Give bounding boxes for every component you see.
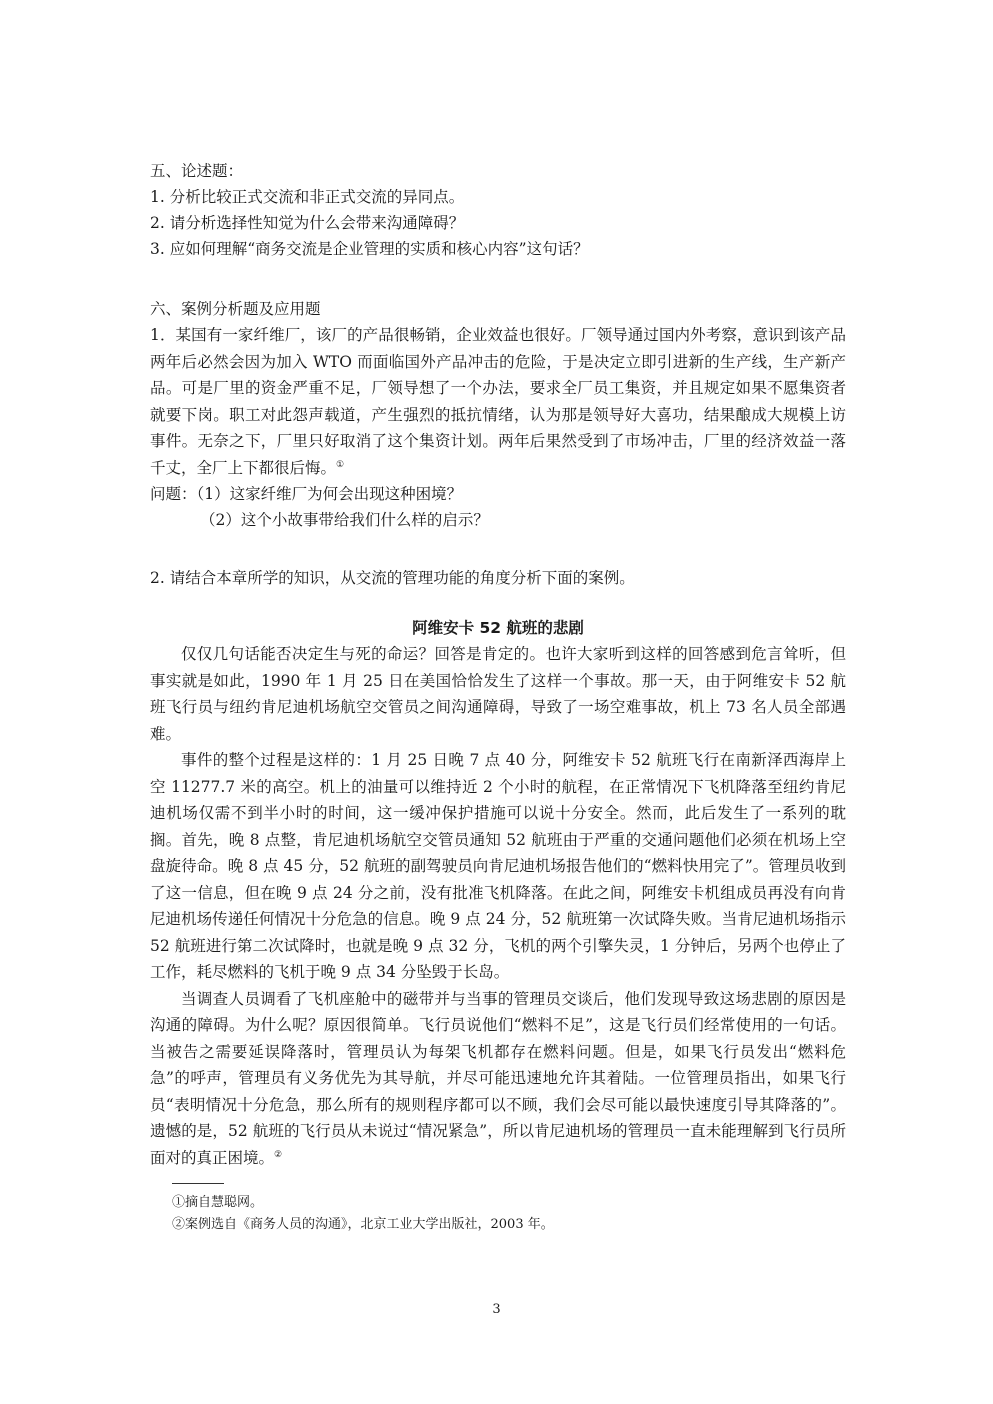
- section-title-case-analysis: 六、案例分析题及应用题: [150, 300, 321, 318]
- case1-question-1: 问题：（1）这家纤维厂为何会出现这种困境？: [150, 485, 463, 503]
- footnote-ref-1: ①: [336, 459, 345, 470]
- case1-paragraph: [150, 322, 846, 481]
- case2-intro: 2. 请结合本章所学的知识，从交流的管理功能的角度分析下面的案例。: [150, 569, 635, 587]
- discussion-question-1: 1. 分析比较正式交流和非正式交流的异同点。: [150, 188, 465, 206]
- discussion-question-2: 2. 请分析选择性知觉为什么会带来沟通障碍？: [150, 214, 465, 232]
- spacer: [150, 591, 846, 607]
- case1-question-2: （2）这个小故事带给我们什么样的启示？: [200, 511, 489, 529]
- spacer: [150, 262, 846, 296]
- section-title-discussion: 五、论述题：: [150, 162, 244, 180]
- spacer: [150, 533, 846, 565]
- discussion-question-3: 3. 应如何理解“商务交流是企业管理的实质和核心内容”这句话？: [150, 240, 589, 258]
- page-number: 3: [492, 1302, 501, 1317]
- case2-paragraph-1: 仅仅几句话能否决定生与死的命运？回答是肯定的。也许大家听到这样的回答感到危言耸听，但事实就是如此，1990 年 1 月 25 日在美国恰恰发生了这样一个事故。那一天，由于阿维安卡 52 航班飞行员与纽约肯尼迪机场航空交管员之间沟通障碍，导致了一场空难事故，机上 73 名人员全部遇难。: [150, 645, 846, 743]
- page-content: [150, 158, 846, 1236]
- footnote-2: ②案例选自《商务人员的沟通》，北京工业大学出版社，2003 年。: [172, 1217, 554, 1232]
- case1-text: 1．某国有一家纤维厂，该厂的产品很畅销，企业效益也很好。厂领导通过国内外考察，意识到该产品两年后必然会因为加入 WTO 而面临国外产品冲击的危险，于是决定立即引进新的生产线，生产新产品。可是厂里的资金严重不足，厂领导想了一个办法，要求全厂员工集资，并且规定如果不愿集资者就要下岗。职工对此怨声载道，产生强烈的抵抗情绪，认为那是领导好大喜功，结果酿成大规模上访事件。无奈之下，厂里只好取消了这个集资计划。两年后果然受到了市场冲击，厂里的经济效益一落千丈，全厂上下都很后悔。: [150, 326, 846, 477]
- case2-title: 阿维安卡 52 航班的悲剧: [412, 619, 584, 637]
- footnote-ref-2: ②: [274, 1149, 283, 1160]
- footnote-1: ①摘自慧聪网。: [172, 1195, 264, 1210]
- case2-paragraph-3-text: 当调查人员调看了飞机座舱中的磁带并与当事的管理员交谈后，他们发现导致这场悲剧的原因是沟通的障碍。为什么呢？原因很简单。飞行员说他们“燃料不足”，这是飞行员们经常使用的一句话。当被告之需要延误降落时，管理员认为每架飞机都存在燃料问题。但是，如果飞行员发出“燃料危急”的呼声，管理员有义务优先为其导航，并尽可能迅速地允许其着陆。一位管理员指出，如果飞行员“表明情况十分危急，那么所有的规则程序都可以不顾，我们会尽可能以最快速度引导其降落的”。遗憾的是，52 航班的飞行员从未说过“情况紧急”，所以肯尼迪机场的管理员一直未能理解到飞行员所面对的真正困境。: [150, 989, 846, 1167]
- case2-paragraph-3: [150, 986, 846, 1172]
- footnote-separator: [172, 1183, 224, 1192]
- case2-paragraph-2: 事件的整个过程是这样的：1 月 25 日晚 7 点 40 分，阿维安卡 52 航班飞行在南新泽西海岸上空 11277.7 米的高空。机上的油量可以维持近 2 个小时的航程，在正常情况下飞机降落至纽约肯尼迪机场仅需不到半小时的时间，这一缓冲保护措施可以说十分安全。然而，此后发生了一系列的耽搁。首先，晚 8 点整，肯尼迪机场航空交管员通知 52 航班由于严重的交通问题他们必须在机场上空盘旋待命。晚 8 点 45 分，52 航班的副驾驶员向肯尼迪机场报告他们的“燃料快用完了”。管理员收到了这一信息，但在晚 9 点 24 分之前，没有批准飞机降落。在此之间，阿维安卡机组成员再没有向肯尼迪机场传递任何情况十分危急的信息。晚 9 点 24 分，52 航班第一次试降失败。当肯尼迪机场指示 52 航班进行第二次试降时，也就是晚 9 点 32 分，飞机的两个引擎失灵，1 分钟后，另两个也停止了工作，耗尽燃料的飞机于晚 9 点 34 分坠毁于长岛。: [150, 751, 846, 981]
